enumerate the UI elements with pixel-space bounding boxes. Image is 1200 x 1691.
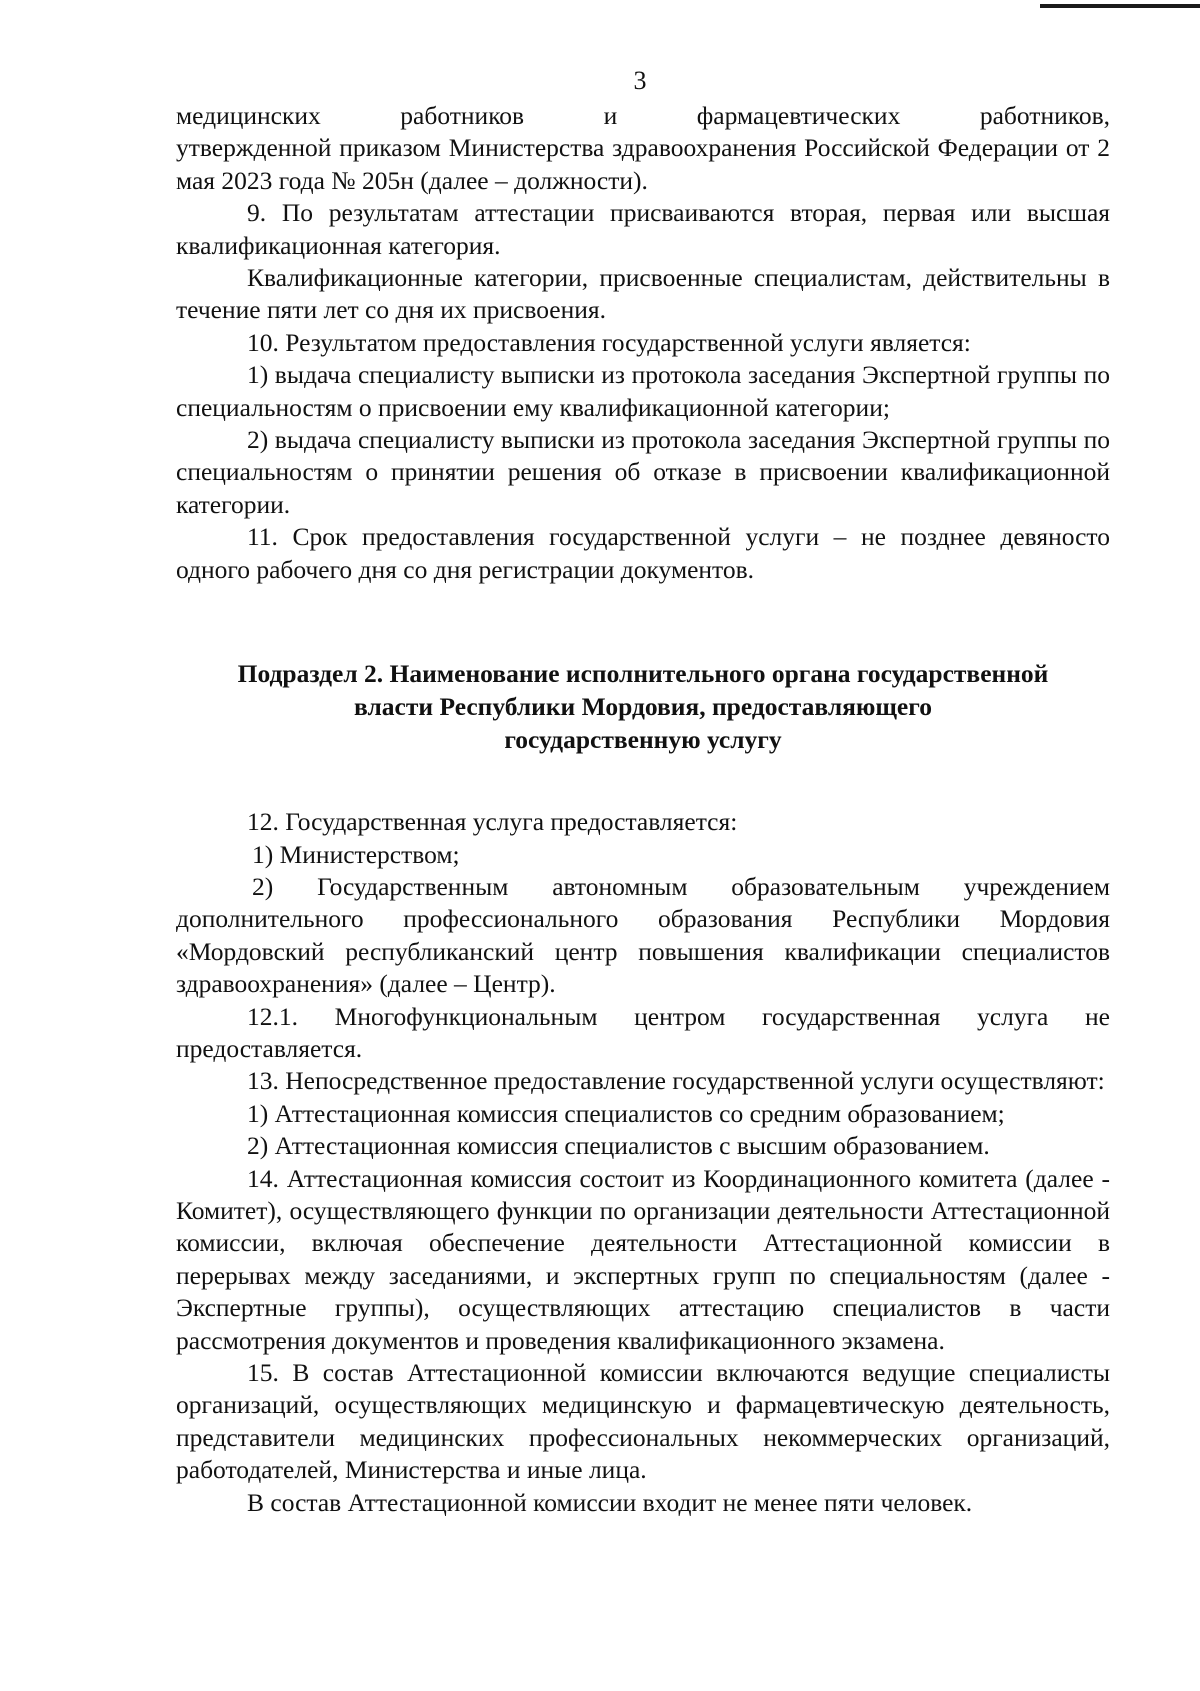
paragraph-15-composition: В состав Аттестационной комиссии входит не менее пяти человек. <box>247 1487 973 1517</box>
paragraph-9-validity: Квалификационные категории, присвоенные специалистам, действительны в течение пяти лет со дня их присвоения. <box>176 263 1110 325</box>
paragraph-15: 15. В состав Аттестационной комиссии включаются ведущие специалисты организаций, осуществляющих медицинскую и фармацевтическую деятельность, представители медицинских профессиональных некоммерческих организаций, работодателей, Министерства и иные лица. <box>176 1358 1110 1485</box>
page-number: 3 <box>633 66 647 95</box>
section-heading-line-2: власти Республики Мордовия, предоставляющего <box>354 692 932 722</box>
paragraph-13-item-1: 1) Аттестационная комиссия специалистов со средним образованием; <box>247 1098 1005 1128</box>
paragraph-12-item-2: 2) Государственным автономным образовательным учреждением дополнительного профессионального образования Республики Мордовия «Мордовский республиканский центр повышения квалификации специалистов здравоохранения» (далее – Центр). <box>176 871 1110 999</box>
paragraph-12-1: 12.1. Многофункциональным центром государственная услуга не предоставляется. <box>176 1001 1110 1063</box>
paragraph-11: 11. Срок предоставления государственной услуги – не позднее девяносто одного рабочего дня со дня регистрации документов. <box>176 522 1110 584</box>
paragraph-continuation: медицинских работников и фармацевтических работников, <box>176 101 1110 130</box>
section-heading <box>176 657 1110 756</box>
paragraph-13-item-2: 2) Аттестационная комиссия специалистов с высшим образованием. <box>247 1131 990 1161</box>
section-heading-line-1: Подраздел 2. Наименование исполнительного органа государственной <box>237 659 1049 689</box>
scan-edge-mark <box>1040 4 1200 8</box>
document-body <box>176 100 1110 1519</box>
paragraph-10-item-1: 1) выдача специалисту выписки из протокола заседания Экспертной группы по специальностям о присвоении ему квалификационной категории; <box>176 360 1110 422</box>
paragraph-10-item-2: 2) выдача специалисту выписки из протокола заседания Экспертной группы по специальностям о принятии решения об отказе в присвоении квалификационной категории. <box>176 425 1110 519</box>
paragraph-13: 13. Непосредственное предоставление государственной услуги осуществляют: <box>247 1066 1105 1096</box>
paragraph-12: 12. Государственная услуга предоставляется: <box>247 807 738 837</box>
paragraph-14: 14. Аттестационная комиссия состоит из Координационного комитета (далее - Комитет), осуществляющего функции по организации деятельности Аттестационной комиссии, включая обеспечение деятельности Аттестационной комиссии в перерывах между заседаниями, и экспертных групп по специальностям (далее - Экспертные группы), осуществляющих аттестацию специалистов в части рассмотрения документов и проведения квалификационного экзамена. <box>176 1163 1110 1355</box>
paragraph-10: 10. Результатом предоставления государственной услуги является: <box>247 327 971 357</box>
paragraph-order-reference: утвержденной приказом Министерства здравоохранения Российской Федерации от 2 мая 2023 года № 205н (далее – должности). <box>176 133 1110 195</box>
paragraph-9: 9. По результатам аттестации присваиваются вторая, первая или высшая квалификационная категория. <box>176 198 1110 260</box>
paragraph-12-item-1: 1) Министерством; <box>252 839 460 869</box>
section-heading-line-3: государственную услугу <box>504 725 782 755</box>
